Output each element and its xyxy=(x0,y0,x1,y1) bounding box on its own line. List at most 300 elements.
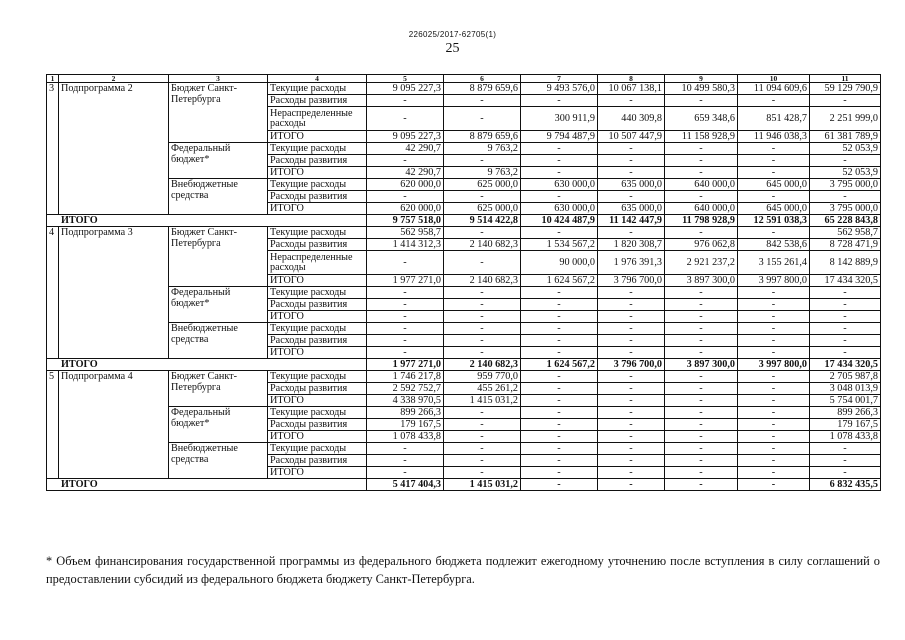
value-cell: - xyxy=(367,335,444,347)
value-cell: - xyxy=(738,299,810,311)
funding-source: Внебюджетные средства xyxy=(169,323,268,359)
value-cell: 5 417 404,3 xyxy=(367,479,444,491)
column-number: 7 xyxy=(521,75,598,83)
value-cell: 90 000,0 xyxy=(521,251,598,275)
value-cell: 9 763,2 xyxy=(444,167,521,179)
column-number: 5 xyxy=(367,75,444,83)
value-cell: - xyxy=(367,107,444,131)
value-cell: 959 770,0 xyxy=(444,371,521,383)
value-cell: - xyxy=(738,167,810,179)
value-cell: 3 155 261,4 xyxy=(738,251,810,275)
value-cell: - xyxy=(738,431,810,443)
value-cell: 3 796 700,0 xyxy=(598,275,665,287)
value-cell: - xyxy=(665,191,738,203)
value-cell: 9 757 518,0 xyxy=(367,215,444,227)
value-cell: - xyxy=(521,371,598,383)
value-cell: - xyxy=(367,299,444,311)
value-cell: - xyxy=(444,431,521,443)
value-cell: - xyxy=(444,323,521,335)
value-cell: - xyxy=(367,467,444,479)
value-cell: - xyxy=(521,467,598,479)
value-cell: 9 794 487,9 xyxy=(521,131,598,143)
value-cell: 1 976 391,3 xyxy=(598,251,665,275)
value-cell: 8 879 659,6 xyxy=(444,131,521,143)
value-cell: 12 591 038,3 xyxy=(738,215,810,227)
value-cell: - xyxy=(810,287,881,299)
value-cell: - xyxy=(810,95,881,107)
value-cell: 3 048 013,9 xyxy=(810,383,881,395)
subprogram-name: Подпрограмма 3 xyxy=(59,227,169,359)
value-cell: 5 754 001,7 xyxy=(810,395,881,407)
value-cell: - xyxy=(521,155,598,167)
value-cell: 52 053,9 xyxy=(810,143,881,155)
total-spacer xyxy=(47,479,59,491)
value-cell: 52 053,9 xyxy=(810,167,881,179)
value-cell: - xyxy=(598,227,665,239)
value-cell: - xyxy=(810,299,881,311)
value-cell: - xyxy=(665,407,738,419)
value-cell: - xyxy=(738,479,810,491)
value-cell: - xyxy=(367,311,444,323)
value-cell: 9 493 576,0 xyxy=(521,83,598,95)
value-cell: - xyxy=(810,443,881,455)
funding-source: Федеральный бюджет* xyxy=(169,143,268,179)
value-cell: - xyxy=(810,467,881,479)
value-cell: 2 705 987,8 xyxy=(810,371,881,383)
value-cell: - xyxy=(738,383,810,395)
value-cell: 3 795 000,0 xyxy=(810,179,881,191)
footnote: * Объем финансирования государственной программы из федерального бюджета подлежит ежегодному уточнению после вступления в силу соглашений о предоставлении субсидий из федерального бюджета бюджету Санкт-Петербурга. xyxy=(46,554,880,586)
table-row xyxy=(47,179,881,191)
value-cell: 42 290,7 xyxy=(367,143,444,155)
value-cell: 1 415 031,2 xyxy=(444,395,521,407)
value-cell: 10 507 447,9 xyxy=(598,131,665,143)
value-cell: - xyxy=(738,287,810,299)
value-cell: - xyxy=(738,467,810,479)
value-cell: 1 078 433,8 xyxy=(367,431,444,443)
value-cell: 2 592 752,7 xyxy=(367,383,444,395)
value-cell: 1 624 567,2 xyxy=(521,359,598,371)
value-cell: - xyxy=(810,191,881,203)
table-row xyxy=(47,323,881,335)
value-cell: - xyxy=(598,95,665,107)
value-cell: - xyxy=(665,227,738,239)
value-cell: - xyxy=(598,191,665,203)
expense-type: Текущие расходы xyxy=(268,143,367,155)
value-cell: 842 538,6 xyxy=(738,239,810,251)
expense-type: ИТОГО xyxy=(268,311,367,323)
value-cell: 8 142 889,9 xyxy=(810,251,881,275)
value-cell: 645 000,0 xyxy=(738,179,810,191)
value-cell: - xyxy=(521,347,598,359)
value-cell: - xyxy=(738,191,810,203)
column-number: 9 xyxy=(665,75,738,83)
value-cell: - xyxy=(598,455,665,467)
value-cell: - xyxy=(521,431,598,443)
expense-type: Нераспределенные расходы xyxy=(268,251,367,275)
value-cell: - xyxy=(444,443,521,455)
value-cell: - xyxy=(521,395,598,407)
expense-type: Расходы развития xyxy=(268,239,367,251)
value-cell: - xyxy=(738,227,810,239)
value-cell: - xyxy=(598,479,665,491)
value-cell: - xyxy=(738,419,810,431)
funding-source: Бюджет Санкт-Петербурга xyxy=(169,83,268,143)
value-cell: 851 428,7 xyxy=(738,107,810,131)
value-cell: - xyxy=(810,335,881,347)
value-cell: - xyxy=(738,455,810,467)
value-cell: - xyxy=(665,383,738,395)
table-row xyxy=(47,371,881,383)
value-cell: 1 414 312,3 xyxy=(367,239,444,251)
expense-type: ИТОГО xyxy=(268,167,367,179)
expense-type: Текущие расходы xyxy=(268,227,367,239)
value-cell: - xyxy=(598,323,665,335)
expense-type: Текущие расходы xyxy=(268,371,367,383)
value-cell: 17 434 320,5 xyxy=(810,275,881,287)
value-cell: - xyxy=(444,107,521,131)
value-cell: - xyxy=(665,323,738,335)
value-cell: 625 000,0 xyxy=(444,203,521,215)
value-cell: - xyxy=(810,155,881,167)
value-cell: 976 062,8 xyxy=(665,239,738,251)
expense-type: Текущие расходы xyxy=(268,287,367,299)
value-cell: 10 424 487,9 xyxy=(521,215,598,227)
value-cell: - xyxy=(444,335,521,347)
total-row xyxy=(47,479,881,491)
value-cell: 440 309,8 xyxy=(598,107,665,131)
value-cell: 635 000,0 xyxy=(598,203,665,215)
value-cell: - xyxy=(521,323,598,335)
value-cell: - xyxy=(367,443,444,455)
expense-type: Нераспределенные расходы xyxy=(268,107,367,131)
value-cell: - xyxy=(738,335,810,347)
table-row xyxy=(47,143,881,155)
value-cell: 640 000,0 xyxy=(665,179,738,191)
value-cell: 3 997 800,0 xyxy=(738,275,810,287)
value-cell: - xyxy=(444,299,521,311)
table-row xyxy=(47,407,881,419)
column-number: 11 xyxy=(810,75,881,83)
expense-type: Расходы развития xyxy=(268,95,367,107)
value-cell: 8 879 659,6 xyxy=(444,83,521,95)
value-cell: - xyxy=(598,335,665,347)
value-cell: - xyxy=(665,167,738,179)
value-cell: - xyxy=(521,407,598,419)
value-cell: 11 158 928,9 xyxy=(665,131,738,143)
value-cell: - xyxy=(521,335,598,347)
expense-type: Расходы развития xyxy=(268,383,367,395)
value-cell: - xyxy=(810,455,881,467)
expense-type: ИТОГО xyxy=(268,431,367,443)
value-cell: 899 266,3 xyxy=(367,407,444,419)
value-cell: 455 261,2 xyxy=(444,383,521,395)
funding-source: Бюджет Санкт-Петербурга xyxy=(169,227,268,287)
value-cell: 11 142 447,9 xyxy=(598,215,665,227)
expense-type: ИТОГО xyxy=(268,131,367,143)
header-row xyxy=(47,75,881,83)
value-cell: 11 094 609,6 xyxy=(738,83,810,95)
value-cell: - xyxy=(367,155,444,167)
value-cell: - xyxy=(738,311,810,323)
value-cell: 61 381 789,9 xyxy=(810,131,881,143)
expense-type: Расходы развития xyxy=(268,335,367,347)
value-cell: - xyxy=(521,443,598,455)
value-cell: 630 000,0 xyxy=(521,179,598,191)
value-cell: 3 796 700,0 xyxy=(598,359,665,371)
value-cell: 3 897 300,0 xyxy=(665,359,738,371)
value-cell: - xyxy=(598,419,665,431)
value-cell: 1 746 217,8 xyxy=(367,371,444,383)
budget-table xyxy=(46,74,881,491)
value-cell: - xyxy=(444,467,521,479)
total-row xyxy=(47,215,881,227)
total-label: ИТОГО xyxy=(59,359,367,371)
funding-source: Федеральный бюджет* xyxy=(169,287,268,323)
expense-type: ИТОГО xyxy=(268,395,367,407)
expense-type: Расходы развития xyxy=(268,419,367,431)
value-cell: 562 958,7 xyxy=(810,227,881,239)
value-cell: 179 167,5 xyxy=(367,419,444,431)
expense-type: ИТОГО xyxy=(268,347,367,359)
value-cell: 1 820 308,7 xyxy=(598,239,665,251)
value-cell: - xyxy=(738,323,810,335)
value-cell: - xyxy=(665,95,738,107)
value-cell: 1 977 271,0 xyxy=(367,359,444,371)
value-cell: - xyxy=(665,443,738,455)
value-cell: - xyxy=(444,455,521,467)
subprogram-name: Подпрограмма 4 xyxy=(59,371,169,479)
value-cell: 1 624 567,2 xyxy=(521,275,598,287)
value-cell: - xyxy=(521,419,598,431)
funding-source: Бюджет Санкт-Петербурга xyxy=(169,371,268,407)
value-cell: - xyxy=(367,455,444,467)
value-cell: - xyxy=(810,347,881,359)
value-cell: 1 415 031,2 xyxy=(444,479,521,491)
page-number: 25 xyxy=(445,41,460,56)
value-cell: - xyxy=(444,155,521,167)
value-cell: 625 000,0 xyxy=(444,179,521,191)
value-cell: - xyxy=(738,443,810,455)
column-number: 8 xyxy=(598,75,665,83)
value-cell: 640 000,0 xyxy=(665,203,738,215)
table-row xyxy=(47,83,881,95)
value-cell: - xyxy=(367,191,444,203)
value-cell: - xyxy=(521,167,598,179)
value-cell: - xyxy=(367,287,444,299)
total-spacer xyxy=(47,359,59,371)
value-cell: - xyxy=(665,311,738,323)
value-cell: - xyxy=(598,155,665,167)
total-label: ИТОГО xyxy=(59,215,367,227)
value-cell: - xyxy=(521,143,598,155)
value-cell: - xyxy=(367,323,444,335)
value-cell: - xyxy=(665,431,738,443)
value-cell: - xyxy=(444,419,521,431)
value-cell: 1 534 567,2 xyxy=(521,239,598,251)
value-cell: - xyxy=(598,371,665,383)
expense-type: ИТОГО xyxy=(268,275,367,287)
value-cell: - xyxy=(444,311,521,323)
value-cell: 2 140 682,3 xyxy=(444,239,521,251)
expense-type: Текущие расходы xyxy=(268,443,367,455)
value-cell: - xyxy=(598,311,665,323)
expense-type: ИТОГО xyxy=(268,203,367,215)
value-cell: 1 078 433,8 xyxy=(810,431,881,443)
value-cell: - xyxy=(665,455,738,467)
value-cell: - xyxy=(665,419,738,431)
value-cell: 8 728 471,9 xyxy=(810,239,881,251)
value-cell: 620 000,0 xyxy=(367,179,444,191)
value-cell: 2 921 237,2 xyxy=(665,251,738,275)
value-cell: 630 000,0 xyxy=(521,203,598,215)
value-cell: 899 266,3 xyxy=(810,407,881,419)
value-cell: - xyxy=(521,383,598,395)
value-cell: 59 129 790,9 xyxy=(810,83,881,95)
value-cell: - xyxy=(738,395,810,407)
value-cell: 11 946 038,3 xyxy=(738,131,810,143)
value-cell: - xyxy=(444,251,521,275)
document-id: 226025/2017-62705(1) xyxy=(408,30,497,39)
value-cell: - xyxy=(521,455,598,467)
table-row xyxy=(47,443,881,455)
table-row xyxy=(47,287,881,299)
value-cell: - xyxy=(598,287,665,299)
value-cell: - xyxy=(598,431,665,443)
value-cell: 2 140 682,3 xyxy=(444,359,521,371)
value-cell: - xyxy=(598,347,665,359)
value-cell: - xyxy=(738,155,810,167)
value-cell: 9 095 227,3 xyxy=(367,83,444,95)
funding-source: Внебюджетные средства xyxy=(169,179,268,215)
column-number: 6 xyxy=(444,75,521,83)
value-cell: - xyxy=(521,95,598,107)
value-cell: - xyxy=(367,95,444,107)
row-number: 3 xyxy=(47,83,59,215)
expense-type: Расходы развития xyxy=(268,191,367,203)
expense-type: Текущие расходы xyxy=(268,179,367,191)
value-cell: 300 911,9 xyxy=(521,107,598,131)
value-cell: - xyxy=(598,395,665,407)
total-spacer xyxy=(47,215,59,227)
value-cell: - xyxy=(738,143,810,155)
expense-type: Текущие расходы xyxy=(268,323,367,335)
value-cell: - xyxy=(598,143,665,155)
column-number: 1 xyxy=(47,75,59,83)
value-cell: 11 798 928,9 xyxy=(665,215,738,227)
value-cell: - xyxy=(810,323,881,335)
column-number: 3 xyxy=(169,75,268,83)
total-label: ИТОГО xyxy=(59,479,367,491)
value-cell: - xyxy=(665,143,738,155)
value-cell: 2 140 682,3 xyxy=(444,275,521,287)
value-cell: 2 251 999,0 xyxy=(810,107,881,131)
value-cell: 10 067 138,1 xyxy=(598,83,665,95)
value-cell: 10 499 580,3 xyxy=(665,83,738,95)
value-cell: - xyxy=(810,311,881,323)
value-cell: - xyxy=(738,95,810,107)
value-cell: - xyxy=(598,167,665,179)
value-cell: - xyxy=(521,287,598,299)
column-number: 4 xyxy=(268,75,367,83)
value-cell: 620 000,0 xyxy=(367,203,444,215)
value-cell: 645 000,0 xyxy=(738,203,810,215)
value-cell: - xyxy=(738,347,810,359)
value-cell: - xyxy=(521,227,598,239)
value-cell: 659 348,6 xyxy=(665,107,738,131)
value-cell: 562 958,7 xyxy=(367,227,444,239)
value-cell: 9 514 422,8 xyxy=(444,215,521,227)
expense-type: Текущие расходы xyxy=(268,407,367,419)
value-cell: 635 000,0 xyxy=(598,179,665,191)
subprogram-name: Подпрограмма 2 xyxy=(59,83,169,215)
value-cell: 4 338 970,5 xyxy=(367,395,444,407)
value-cell: - xyxy=(444,287,521,299)
value-cell: 3 897 300,0 xyxy=(665,275,738,287)
value-cell: 179 167,5 xyxy=(810,419,881,431)
value-cell: - xyxy=(665,347,738,359)
value-cell: - xyxy=(665,371,738,383)
row-number: 4 xyxy=(47,227,59,359)
expense-type: Расходы развития xyxy=(268,155,367,167)
funding-source: Федеральный бюджет* xyxy=(169,407,268,443)
value-cell: - xyxy=(521,191,598,203)
value-cell: 9 763,2 xyxy=(444,143,521,155)
value-cell: - xyxy=(598,443,665,455)
value-cell: - xyxy=(738,407,810,419)
value-cell: - xyxy=(444,191,521,203)
expense-type: Расходы развития xyxy=(268,455,367,467)
expense-type: Текущие расходы xyxy=(268,83,367,95)
value-cell: - xyxy=(665,155,738,167)
value-cell: - xyxy=(521,479,598,491)
value-cell: 1 977 271,0 xyxy=(367,275,444,287)
value-cell: - xyxy=(598,467,665,479)
value-cell: - xyxy=(367,347,444,359)
value-cell: - xyxy=(665,335,738,347)
value-cell: - xyxy=(444,407,521,419)
value-cell: - xyxy=(665,467,738,479)
expense-type: Расходы развития xyxy=(268,299,367,311)
value-cell: - xyxy=(738,371,810,383)
row-number: 5 xyxy=(47,371,59,479)
table-row xyxy=(47,227,881,239)
value-cell: 3 795 000,0 xyxy=(810,203,881,215)
value-cell: - xyxy=(444,95,521,107)
value-cell: - xyxy=(598,383,665,395)
funding-source: Внебюджетные средства xyxy=(169,443,268,479)
value-cell: 9 095 227,3 xyxy=(367,131,444,143)
value-cell: - xyxy=(665,299,738,311)
expense-type: ИТОГО xyxy=(268,467,367,479)
value-cell: 6 832 435,5 xyxy=(810,479,881,491)
value-cell: - xyxy=(665,287,738,299)
value-cell: - xyxy=(367,251,444,275)
value-cell: - xyxy=(444,227,521,239)
total-row xyxy=(47,359,881,371)
value-cell: 65 228 843,8 xyxy=(810,215,881,227)
column-number: 2 xyxy=(59,75,169,83)
value-cell: - xyxy=(444,347,521,359)
value-cell: - xyxy=(598,299,665,311)
value-cell: 17 434 320,5 xyxy=(810,359,881,371)
value-cell: - xyxy=(521,311,598,323)
value-cell: - xyxy=(598,407,665,419)
value-cell: 42 290,7 xyxy=(367,167,444,179)
value-cell: - xyxy=(665,395,738,407)
value-cell: 3 997 800,0 xyxy=(738,359,810,371)
value-cell: - xyxy=(665,479,738,491)
